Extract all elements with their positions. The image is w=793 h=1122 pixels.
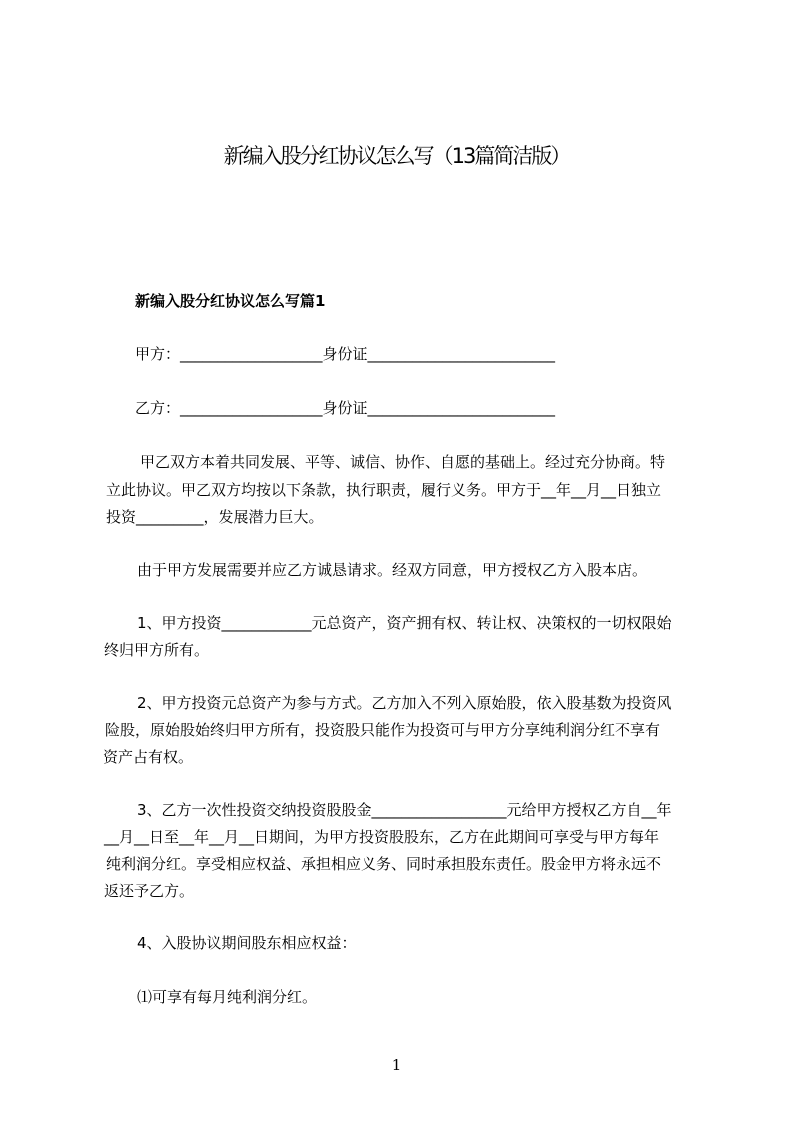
clause-3-line: 纯利润分红。享受相应权益、承担相应义务、同时承担股东责任。股金甲方将永远不 (106, 855, 662, 873)
clause-1-line: 终归甲方所有。 (104, 641, 210, 659)
paragraph-line: 甲乙双方本着共同发展、平等、诚信、协作、自愿的基础上。经过充分协商。特 (140, 453, 666, 471)
page-number: 1 (391, 1056, 402, 1074)
clause-2-line: 险股，原始股始终归甲方所有，投资股只能作为投资可与甲方分享纯利润分红不享有 (105, 721, 661, 739)
party-b-line: 乙方：___________________身份证_________________________ (135, 399, 556, 417)
clause-3-line: __月__日至__年__月__日期间，为甲方投资股股东，乙方在此期间可享受与甲方每年 (104, 828, 660, 846)
paragraph-line: 投资_________，发展潜力巨大。 (106, 508, 324, 526)
clause-4-line: 4、入股协议期间股东相应权益： (137, 934, 357, 952)
clause-4-item-line: ⑴可享有每月纯利润分红。 (137, 988, 318, 1006)
clause-3-line: 返还予乙方。 (104, 882, 195, 900)
party-a-line: 甲方：___________________身份证_________________________ (135, 345, 556, 363)
clause-3-line: 3、乙方一次性投资交纳投资股股金__________________元给甲方授权乙方自__年 (137, 801, 672, 819)
clause-2-line: 资产占有权。 (103, 748, 194, 766)
paragraph-line: 由于甲方发展需要并应乙方诚恳请求。经双方同意，甲方授权乙方入股本店。 (137, 561, 648, 579)
clause-2-line: 2、甲方投资元总资产为参与方式。乙方加入不列入原始股，依入股基数为投资风 (137, 694, 672, 712)
clause-1-line: 1、甲方投资____________元总资产，资产拥有权、转让权、决策权的一切权限始 (137, 614, 672, 632)
section-heading: 新编入股分红协议怎么写篇1 (135, 292, 326, 310)
paragraph-line: 立此协议。甲乙双方均按以下条款，执行职责，履行义务。甲方于__年__月__日独立 (106, 481, 662, 499)
document-title: 新编入股分红协议怎么写（13篇简洁版） (223, 144, 570, 168)
